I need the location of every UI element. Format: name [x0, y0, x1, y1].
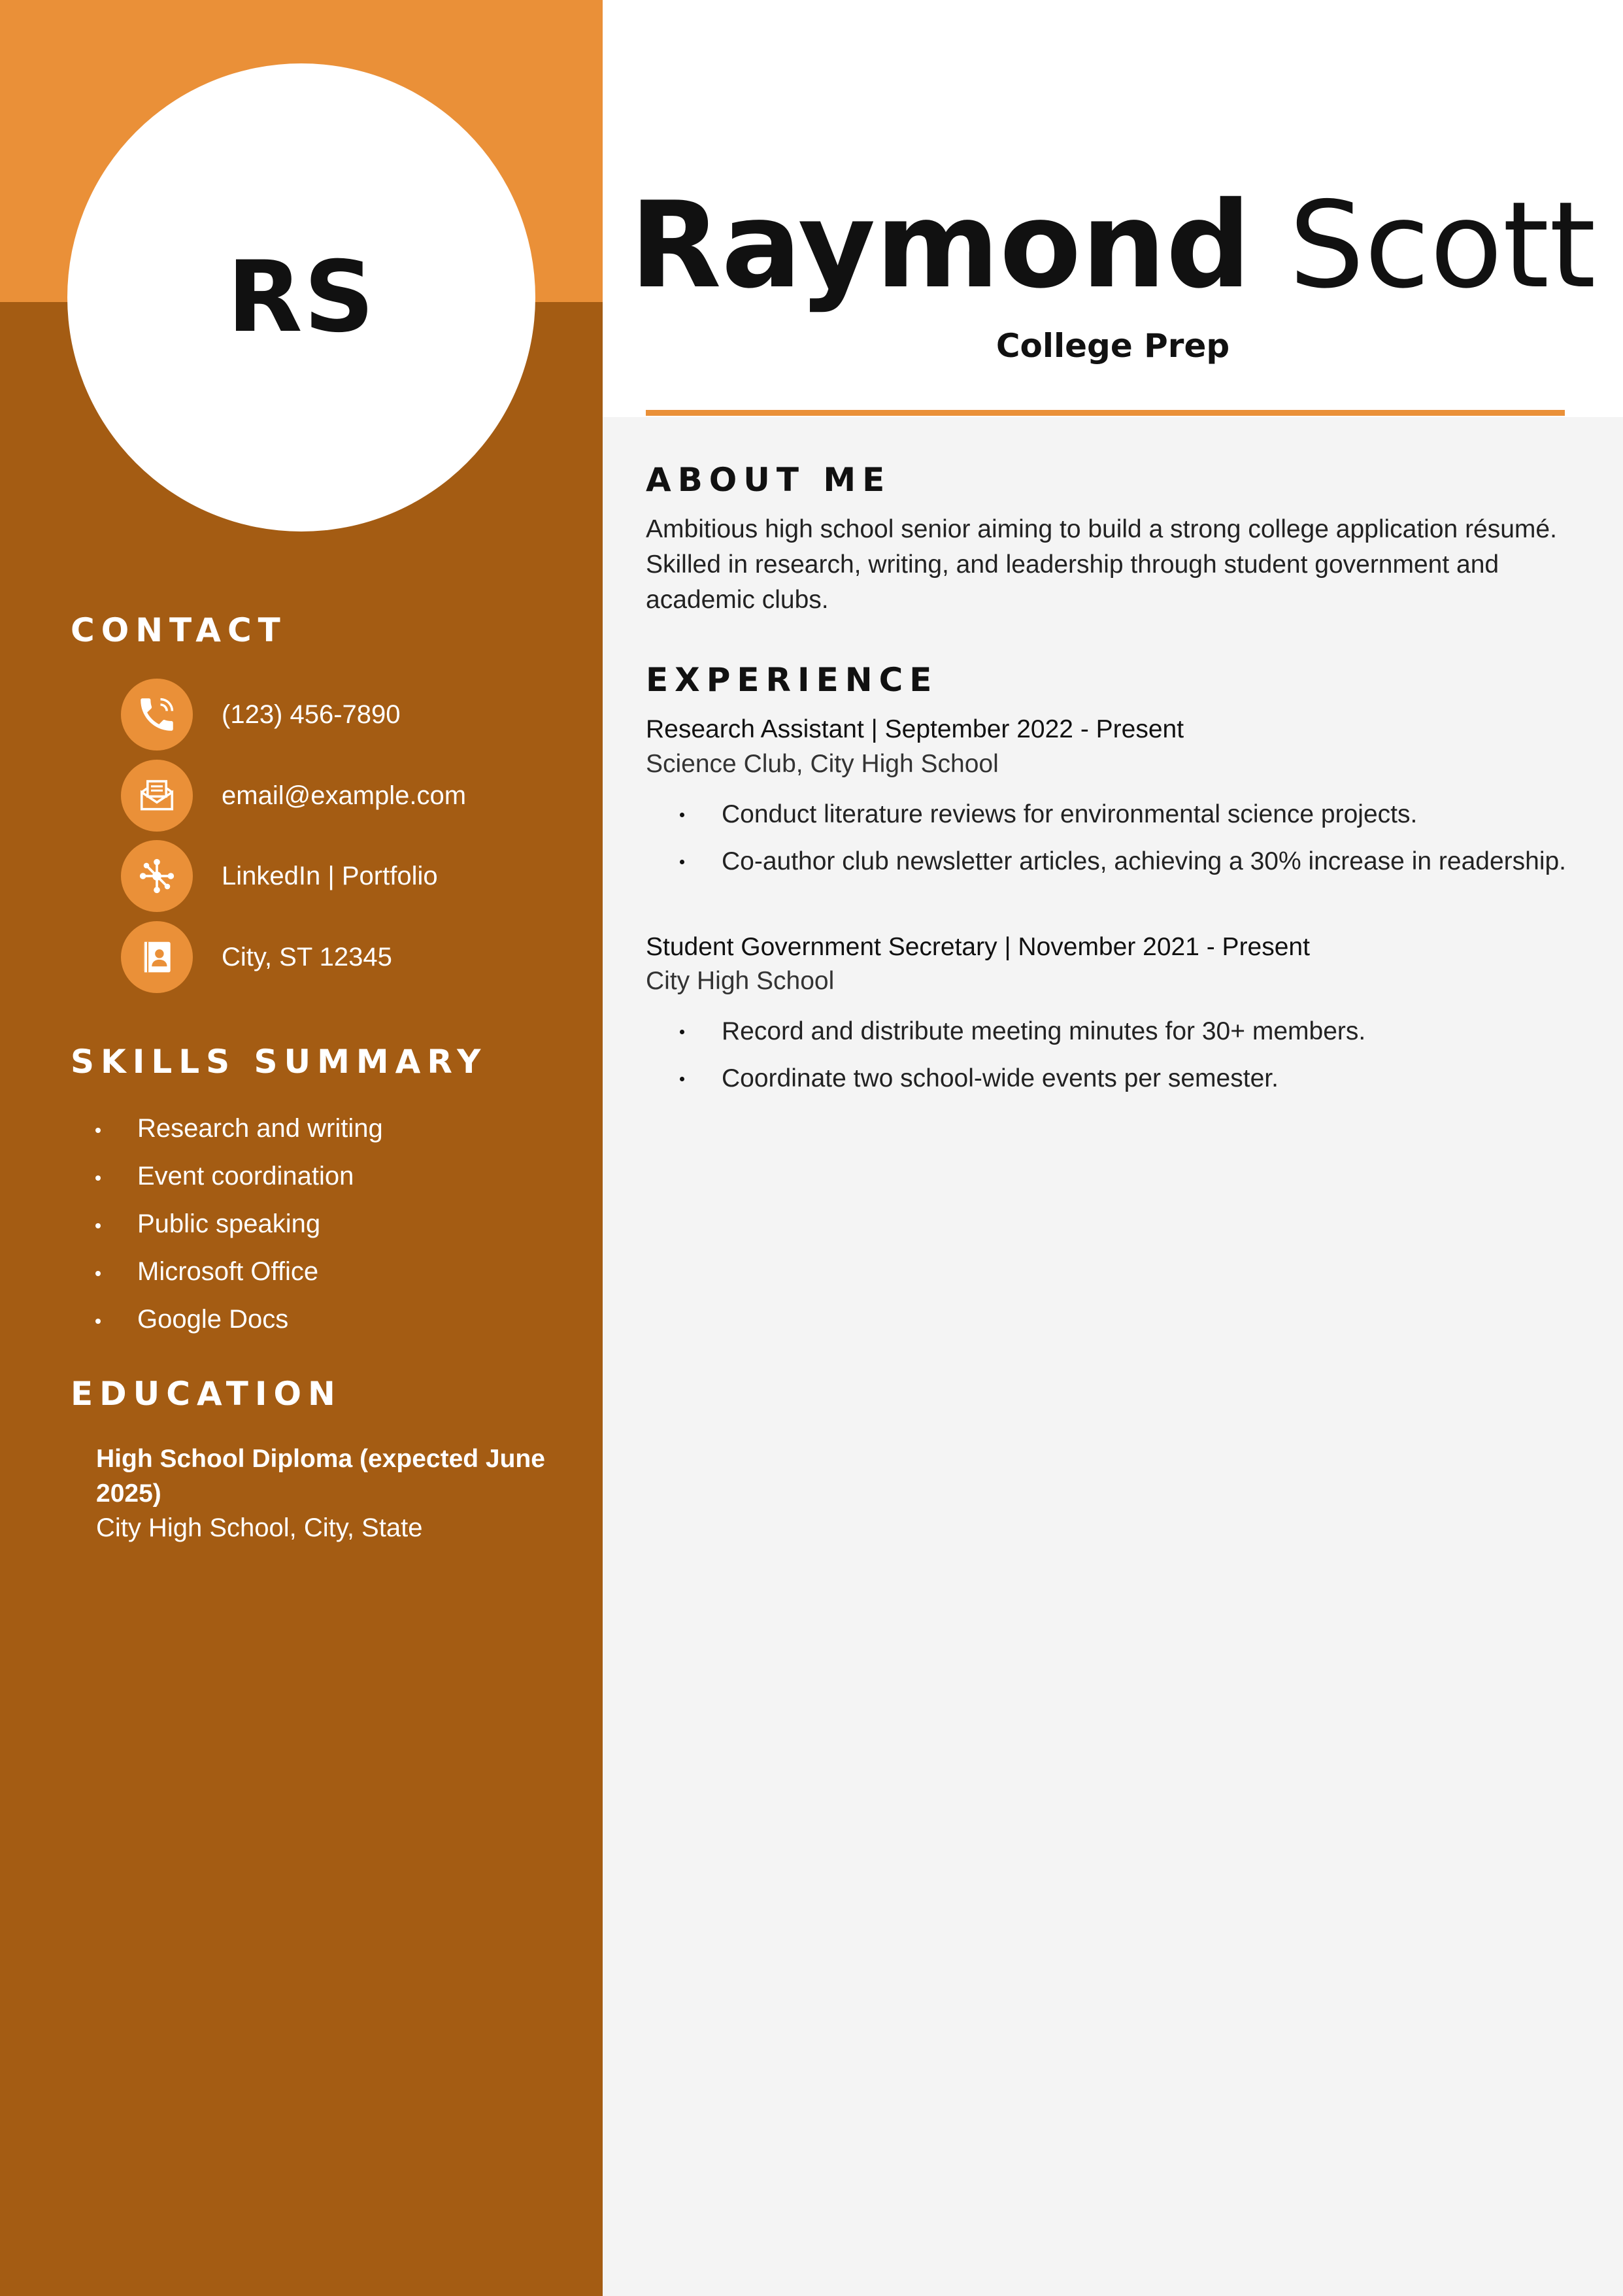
address-book-icon — [121, 921, 193, 993]
education-entry — [96, 1442, 567, 1545]
email-text: email@example.com — [222, 781, 467, 810]
contact-phone — [121, 679, 401, 751]
experience-heading: EXPERIENCE — [646, 661, 939, 699]
education-heading: EDUCATION — [71, 1375, 342, 1413]
candidate-name — [603, 173, 1623, 317]
skills-heading: SKILLS SUMMARY — [71, 1043, 488, 1081]
phone-icon — [121, 679, 193, 751]
list-item: Conduct literature reviews for environmental science projects. — [680, 797, 1582, 832]
header-divider — [646, 410, 1565, 416]
list-item: Event coordination — [71, 1153, 383, 1200]
contact-links — [121, 840, 438, 912]
job-bullets — [680, 797, 1582, 891]
education-degree: High School Diploma (expected June 2025) — [96, 1445, 545, 1508]
email-icon — [121, 760, 193, 832]
phone-text: (123) 456-7890 — [222, 700, 401, 729]
job-title: Research Assistant | September 2022 - Present — [646, 715, 1184, 743]
monogram: RS — [227, 241, 376, 354]
job-org: City High School — [646, 967, 835, 995]
contact-address — [121, 921, 392, 993]
list-item: Public speaking — [71, 1200, 383, 1248]
job-bullets — [680, 1014, 1582, 1108]
last-name: Scott — [1288, 176, 1596, 314]
education-school: City High School, City, State — [96, 1513, 423, 1542]
job-title: Student Government Secretary | November 2021 - Present — [646, 933, 1310, 961]
links-text: LinkedIn | Portfolio — [222, 861, 438, 890]
list-item: Microsoft Office — [71, 1248, 383, 1296]
list-item: Google Docs — [71, 1296, 383, 1343]
list-item: Coordinate two school-wide events per semester. — [680, 1061, 1582, 1096]
network-icon — [121, 840, 193, 912]
first-name: Raymond — [629, 176, 1251, 314]
list-item: Research and writing — [71, 1105, 383, 1153]
about-text: Ambitious high school senior aiming to build a strong college application résumé. Skilled in research, writing, and leadership through student government and academic clubs. — [646, 515, 1557, 614]
monogram-circle — [67, 63, 535, 532]
skills-list — [71, 1105, 383, 1343]
subtitle: College Prep — [996, 327, 1230, 365]
about-heading: ABOUT ME — [646, 461, 892, 499]
contact-email — [121, 760, 466, 832]
contact-heading: CONTACT — [71, 611, 287, 649]
list-item: Co-author club newsletter articles, achieving a 30% increase in readership. — [680, 844, 1582, 879]
job-org: Science Club, City High School — [646, 750, 999, 778]
address-text: City, ST 12345 — [222, 942, 392, 971]
list-item: Record and distribute meeting minutes for 30+ members. — [680, 1014, 1582, 1049]
